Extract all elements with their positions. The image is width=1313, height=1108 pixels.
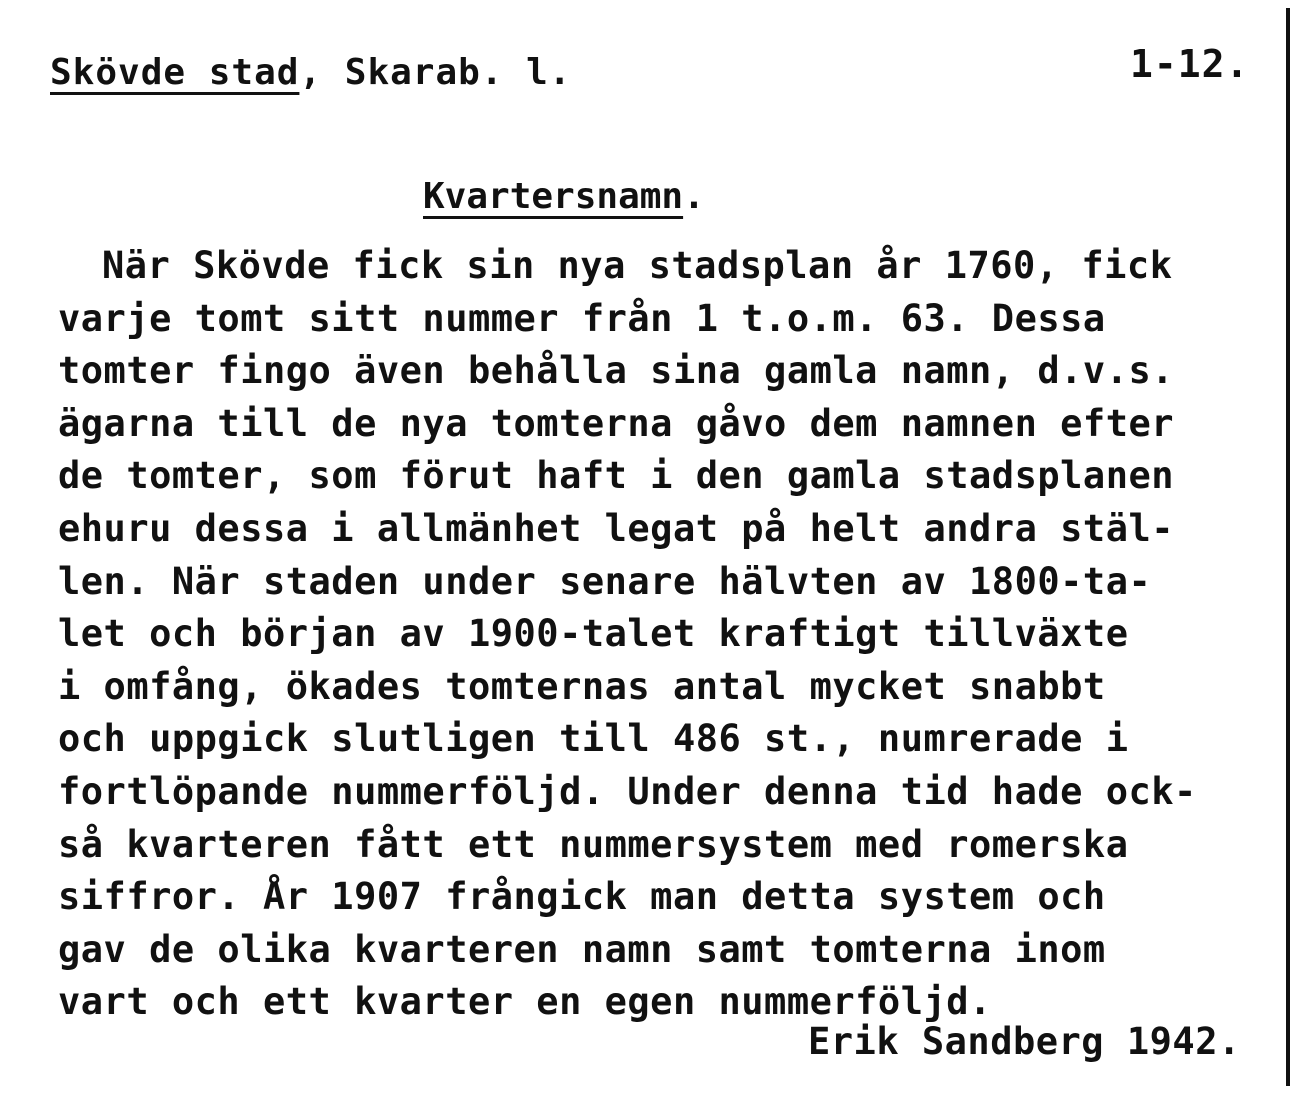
body-line: fortlöpande nummerföljd. Under denna tid hade ock-: [58, 769, 1197, 813]
heading-title: Kvartersnamn: [423, 176, 684, 217]
body-line: När Skövde fick sin nya stadsplan år 1760, fick: [102, 244, 1173, 287]
header-location: [50, 52, 572, 93]
body-line: varje tomt sitt nummer från 1 t.o.m. 63. Dessa: [58, 296, 1106, 340]
body-text: [58, 240, 1288, 1029]
header-region: , Skarab. l.: [299, 52, 572, 93]
body-line: tomter fingo även behålla sina gamla namn, d.v.s.: [58, 349, 1175, 393]
body-line: de tomter, som förut haft i den gamla stadsplanen: [58, 454, 1175, 498]
heading-punct: .: [683, 176, 705, 217]
body-line: siffror. År 1907 frångick man detta system och: [58, 875, 1106, 919]
header-place: Skövde stad: [50, 52, 300, 93]
heading: [423, 176, 705, 217]
body-line: len. När staden under senare hälvten av 1800-ta-: [58, 559, 1152, 603]
header-reference: 1-12.: [1130, 42, 1250, 86]
body-line: vart och ett kvarter en egen nummerföljd.: [58, 980, 992, 1024]
body-line: ehuru dessa i allmänhet legat på helt andra stäl-: [58, 506, 1175, 550]
signature: Erik Sandberg 1942.: [808, 1020, 1241, 1063]
body-line: gav de olika kvarteren namn samt tomterna inom: [58, 927, 1106, 971]
body-line: ägarna till de nya tomterna gåvo dem namnen efter: [58, 401, 1175, 445]
body-line: så kvarteren fått ett nummersystem med romerska: [58, 822, 1129, 866]
body-line: i omfång, ökades tomternas antal mycket snabbt: [58, 664, 1106, 708]
body-line: let och början av 1900-talet kraftigt tillväxte: [58, 612, 1129, 656]
body-line: och uppgick slutligen till 486 st., numrerade i: [58, 717, 1129, 761]
